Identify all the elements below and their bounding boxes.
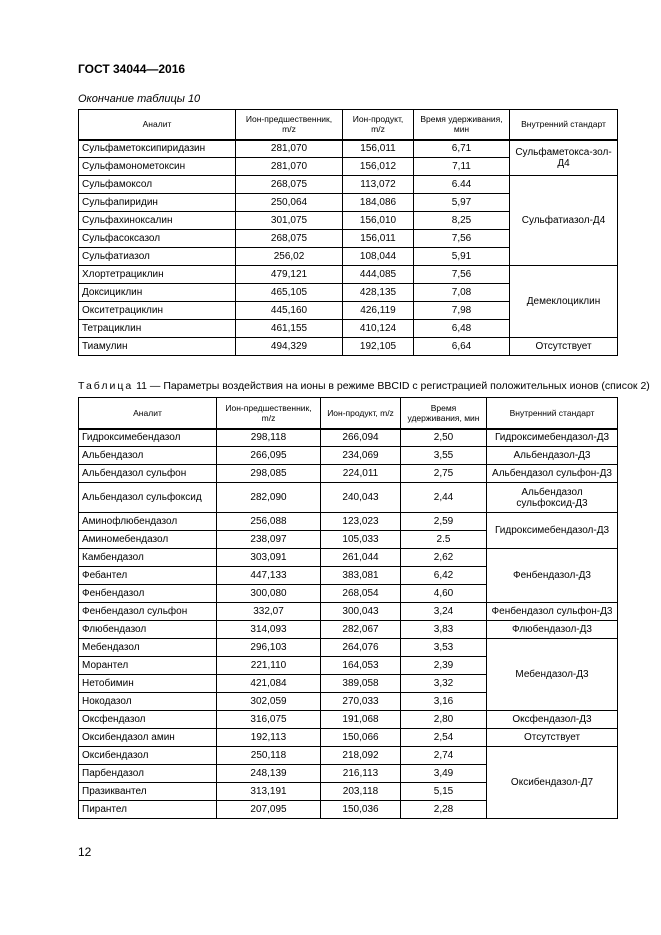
retention-cell: 6,42 bbox=[401, 567, 487, 585]
precursor-cell: 298,118 bbox=[217, 429, 321, 447]
analyte-cell: Нетобимин bbox=[79, 675, 217, 693]
table-row bbox=[79, 483, 618, 513]
precursor-cell: 221,110 bbox=[217, 657, 321, 675]
retention-cell: 2,50 bbox=[401, 429, 487, 447]
table2-caption-label: Таблица bbox=[78, 380, 134, 392]
retention-cell: 6,71 bbox=[414, 140, 510, 158]
retention-cell: 7,08 bbox=[414, 284, 510, 302]
precursor-cell: 300,080 bbox=[217, 585, 321, 603]
product-cell: 216,113 bbox=[321, 765, 401, 783]
table2-caption bbox=[78, 380, 650, 392]
standard-cell: Альбендазол-Д3 bbox=[487, 447, 618, 465]
col-header-analyte: Аналит bbox=[79, 398, 217, 429]
product-cell: 113,072 bbox=[343, 176, 414, 194]
product-cell: 282,067 bbox=[321, 621, 401, 639]
standard-cell: Мебендазол-Д3 bbox=[487, 639, 618, 711]
analyte-cell: Тетрациклин bbox=[79, 320, 236, 338]
precursor-cell: 256,088 bbox=[217, 513, 321, 531]
table-row bbox=[79, 747, 618, 765]
analyte-cell: Сульфаметоксипиридазин bbox=[79, 140, 236, 158]
product-cell: 164,053 bbox=[321, 657, 401, 675]
product-cell: 156,012 bbox=[343, 158, 414, 176]
precursor-cell: 332,07 bbox=[217, 603, 321, 621]
precursor-cell: 316,075 bbox=[217, 711, 321, 729]
col-header-precursor: Ион-предшественник, m/z bbox=[236, 110, 343, 140]
precursor-cell: 301,075 bbox=[236, 212, 343, 230]
retention-cell: 6.44 bbox=[414, 176, 510, 194]
analyte-cell: Камбендазол bbox=[79, 549, 217, 567]
analyte-cell: Сульфамонометоксин bbox=[79, 158, 236, 176]
retention-cell: 3,16 bbox=[401, 693, 487, 711]
table2-caption-text: 11 — Параметры воздействия на ионы в режиме BBCID с регистрацией положительных ионов (список 2) bbox=[133, 380, 650, 392]
table-row bbox=[79, 176, 618, 194]
analyte-cell: Парбендазол bbox=[79, 765, 217, 783]
col-header-product: Ион-продукт, m/z bbox=[343, 110, 414, 140]
col-header-retention: Время удерживания, мин bbox=[401, 398, 487, 429]
product-cell: 266,094 bbox=[321, 429, 401, 447]
precursor-cell: 313,191 bbox=[217, 783, 321, 801]
retention-cell: 2,44 bbox=[401, 483, 487, 513]
standard-cell: Гидроксимебендазол-Д3 bbox=[487, 513, 618, 549]
table-row bbox=[79, 603, 618, 621]
table-row bbox=[79, 429, 618, 447]
product-cell: 150,036 bbox=[321, 801, 401, 819]
standard-cell: Фенбендазол-Д3 bbox=[487, 549, 618, 603]
table-row bbox=[79, 639, 618, 657]
document-header: ГОСТ 34044—2016 bbox=[78, 62, 186, 76]
product-cell: 300,043 bbox=[321, 603, 401, 621]
product-cell: 105,033 bbox=[321, 531, 401, 549]
standard-cell: Альбендазол сульфоксид-Д3 bbox=[487, 483, 618, 513]
product-cell: 150,066 bbox=[321, 729, 401, 747]
precursor-cell: 465,105 bbox=[236, 284, 343, 302]
col-header-standard: Внутренний стандарт bbox=[510, 110, 618, 140]
precursor-cell: 256,02 bbox=[236, 248, 343, 266]
precursor-cell: 298,085 bbox=[217, 465, 321, 483]
retention-cell: 2,54 bbox=[401, 729, 487, 747]
precursor-cell: 268,075 bbox=[236, 176, 343, 194]
retention-cell: 3,53 bbox=[401, 639, 487, 657]
standard-cell: Сульфатиазол-Д4 bbox=[510, 176, 618, 266]
analyte-cell: Сульфасоксазол bbox=[79, 230, 236, 248]
table-row bbox=[79, 338, 618, 356]
product-cell: 261,044 bbox=[321, 549, 401, 567]
retention-cell: 2,28 bbox=[401, 801, 487, 819]
precursor-cell: 445,160 bbox=[236, 302, 343, 320]
precursor-cell: 238,097 bbox=[217, 531, 321, 549]
product-cell: 444,085 bbox=[343, 266, 414, 284]
precursor-cell: 248,139 bbox=[217, 765, 321, 783]
precursor-cell: 421,084 bbox=[217, 675, 321, 693]
retention-cell: 6,64 bbox=[414, 338, 510, 356]
analyte-cell: Доксициклин bbox=[79, 284, 236, 302]
retention-cell: 2,39 bbox=[401, 657, 487, 675]
col-header-precursor: Ион-предшественник, m/z bbox=[217, 398, 321, 429]
precursor-cell: 207,095 bbox=[217, 801, 321, 819]
analyte-cell: Празиквантел bbox=[79, 783, 217, 801]
precursor-cell: 461,155 bbox=[236, 320, 343, 338]
product-cell: 123,023 bbox=[321, 513, 401, 531]
precursor-cell: 250,064 bbox=[236, 194, 343, 212]
analyte-cell: Хлортетрациклин bbox=[79, 266, 236, 284]
analyte-cell: Альбендазол сульфон bbox=[79, 465, 217, 483]
retention-cell: 7,56 bbox=[414, 230, 510, 248]
table-row bbox=[79, 266, 618, 284]
retention-cell: 6,48 bbox=[414, 320, 510, 338]
table-11 bbox=[78, 397, 618, 819]
standard-cell: Флюбендазол-Д3 bbox=[487, 621, 618, 639]
product-cell: 108,044 bbox=[343, 248, 414, 266]
precursor-cell: 281,070 bbox=[236, 158, 343, 176]
product-cell: 268,054 bbox=[321, 585, 401, 603]
precursor-cell: 314,093 bbox=[217, 621, 321, 639]
col-header-product: Ион-продукт, m/z bbox=[321, 398, 401, 429]
precursor-cell: 303,091 bbox=[217, 549, 321, 567]
retention-cell: 2,74 bbox=[401, 747, 487, 765]
retention-cell: 2,75 bbox=[401, 465, 487, 483]
standard-cell: Отсутствует bbox=[510, 338, 618, 356]
table-row bbox=[79, 729, 618, 747]
product-cell: 234,069 bbox=[321, 447, 401, 465]
product-cell: 410,124 bbox=[343, 320, 414, 338]
retention-cell: 5,15 bbox=[401, 783, 487, 801]
page-number: 12 bbox=[78, 845, 92, 859]
table-row bbox=[79, 513, 618, 531]
precursor-cell: 250,118 bbox=[217, 747, 321, 765]
product-cell: 224,011 bbox=[321, 465, 401, 483]
product-cell: 426,119 bbox=[343, 302, 414, 320]
retention-cell: 4,60 bbox=[401, 585, 487, 603]
standard-cell: Оксибендазол-Д7 bbox=[487, 747, 618, 819]
table-row bbox=[79, 140, 618, 158]
precursor-cell: 282,090 bbox=[217, 483, 321, 513]
retention-cell: 3,49 bbox=[401, 765, 487, 783]
table-row bbox=[79, 621, 618, 639]
retention-cell: 5,97 bbox=[414, 194, 510, 212]
product-cell: 240,043 bbox=[321, 483, 401, 513]
precursor-cell: 302,059 bbox=[217, 693, 321, 711]
retention-cell: 3,55 bbox=[401, 447, 487, 465]
retention-cell: 8,25 bbox=[414, 212, 510, 230]
analyte-cell: Гидроксимебендазол bbox=[79, 429, 217, 447]
precursor-cell: 192,113 bbox=[217, 729, 321, 747]
analyte-cell: Пирантел bbox=[79, 801, 217, 819]
product-cell: 156,011 bbox=[343, 140, 414, 158]
analyte-cell: Оксибендазол bbox=[79, 747, 217, 765]
analyte-cell: Фенбендазол bbox=[79, 585, 217, 603]
product-cell: 156,010 bbox=[343, 212, 414, 230]
analyte-cell: Аминофлюбендазол bbox=[79, 513, 217, 531]
col-header-retention: Время удерживания, мин bbox=[414, 110, 510, 140]
table1-caption: Окончание таблицы 10 bbox=[78, 93, 201, 105]
analyte-cell: Аминомебендазол bbox=[79, 531, 217, 549]
product-cell: 156,011 bbox=[343, 230, 414, 248]
table-row bbox=[79, 711, 618, 729]
standard-cell: Альбендазол сульфон-Д3 bbox=[487, 465, 618, 483]
standard-cell: Демеклоциклин bbox=[510, 266, 618, 338]
col-header-standard: Внутренний стандарт bbox=[487, 398, 618, 429]
retention-cell: 7,56 bbox=[414, 266, 510, 284]
product-cell: 428,135 bbox=[343, 284, 414, 302]
precursor-cell: 268,075 bbox=[236, 230, 343, 248]
precursor-cell: 281,070 bbox=[236, 140, 343, 158]
analyte-cell: Фенбендазол сульфон bbox=[79, 603, 217, 621]
retention-cell: 7,98 bbox=[414, 302, 510, 320]
standard-cell: Сульфаметокса-зол-Д4 bbox=[510, 140, 618, 176]
retention-cell: 2,62 bbox=[401, 549, 487, 567]
retention-cell: 3,24 bbox=[401, 603, 487, 621]
retention-cell: 5,91 bbox=[414, 248, 510, 266]
analyte-cell: Оксфендазол bbox=[79, 711, 217, 729]
standard-cell: Отсутствует bbox=[487, 729, 618, 747]
standard-cell: Оксфендазол-Д3 bbox=[487, 711, 618, 729]
product-cell: 192,105 bbox=[343, 338, 414, 356]
analyte-cell: Альбендазол bbox=[79, 447, 217, 465]
analyte-cell: Оксибендазол амин bbox=[79, 729, 217, 747]
precursor-cell: 296,103 bbox=[217, 639, 321, 657]
product-cell: 218,092 bbox=[321, 747, 401, 765]
retention-cell: 2,80 bbox=[401, 711, 487, 729]
product-cell: 264,076 bbox=[321, 639, 401, 657]
retention-cell: 3,32 bbox=[401, 675, 487, 693]
analyte-cell: Окситетрациклин bbox=[79, 302, 236, 320]
table-10-end bbox=[78, 109, 618, 356]
product-cell: 184,086 bbox=[343, 194, 414, 212]
table-row bbox=[79, 465, 618, 483]
analyte-cell: Флюбендазол bbox=[79, 621, 217, 639]
precursor-cell: 447,133 bbox=[217, 567, 321, 585]
retention-cell: 2.5 bbox=[401, 531, 487, 549]
table-row bbox=[79, 549, 618, 567]
table-row bbox=[79, 447, 618, 465]
retention-cell: 2,59 bbox=[401, 513, 487, 531]
precursor-cell: 479,121 bbox=[236, 266, 343, 284]
retention-cell: 7,11 bbox=[414, 158, 510, 176]
product-cell: 270,033 bbox=[321, 693, 401, 711]
standard-cell: Гидроксимебендазол-Д3 bbox=[487, 429, 618, 447]
analyte-cell: Нокодазол bbox=[79, 693, 217, 711]
analyte-cell: Тиамулин bbox=[79, 338, 236, 356]
analyte-cell: Фебантел bbox=[79, 567, 217, 585]
standard-cell: Фенбендазол сульфон-Д3 bbox=[487, 603, 618, 621]
col-header-analyte: Аналит bbox=[79, 110, 236, 140]
precursor-cell: 266,095 bbox=[217, 447, 321, 465]
retention-cell: 3,83 bbox=[401, 621, 487, 639]
analyte-cell: Альбендазол сульфоксид bbox=[79, 483, 217, 513]
analyte-cell: Сульфапиридин bbox=[79, 194, 236, 212]
analyte-cell: Морантел bbox=[79, 657, 217, 675]
product-cell: 383,081 bbox=[321, 567, 401, 585]
product-cell: 389,058 bbox=[321, 675, 401, 693]
analyte-cell: Сульфатиазол bbox=[79, 248, 236, 266]
product-cell: 191,068 bbox=[321, 711, 401, 729]
analyte-cell: Мебендазол bbox=[79, 639, 217, 657]
analyte-cell: Сульфамоксол bbox=[79, 176, 236, 194]
product-cell: 203,118 bbox=[321, 783, 401, 801]
analyte-cell: Сульфахиноксалин bbox=[79, 212, 236, 230]
precursor-cell: 494,329 bbox=[236, 338, 343, 356]
